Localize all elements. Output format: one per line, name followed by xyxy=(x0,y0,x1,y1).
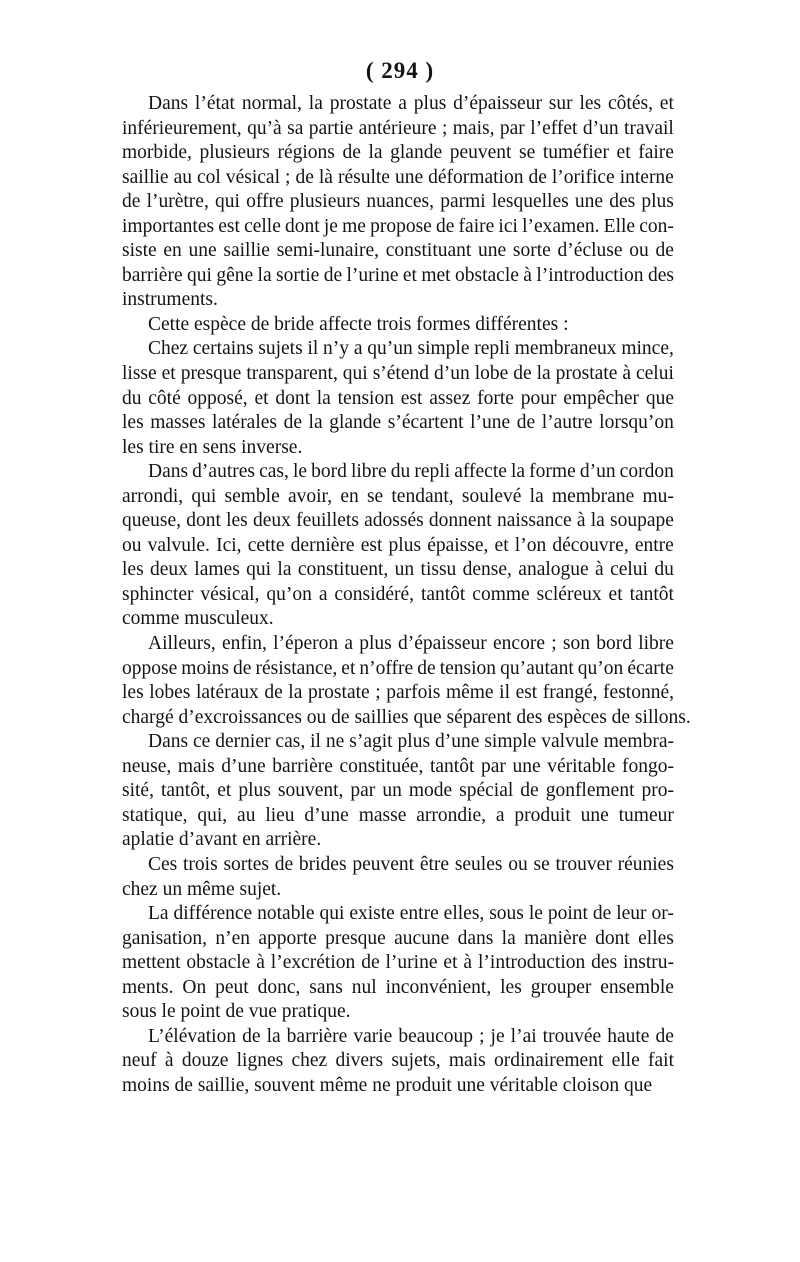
paragraph xyxy=(122,337,674,460)
text-line: L’élévation de la barrière varie beaucoup ; je l’ai trouvée haute de xyxy=(148,1025,674,1047)
text-line: les deux lames qui la constituent, un tissu dense, analogue à celui du xyxy=(122,559,674,581)
text-line: siste en une saillie semi-lunaire, constituant une sorte d’écluse ou de xyxy=(122,240,674,262)
paragraph xyxy=(122,632,691,730)
text-line: sité, tantôt, et plus souvent, par un mode spécial de gonflement pro- xyxy=(122,780,674,802)
text-line: instruments. xyxy=(122,289,218,311)
text-line: Ces trois sortes de brides peuvent être seules ou se trouver réunies xyxy=(148,853,674,875)
text-line: lisse et presque transparent, qui s’étend d’un lobe de la prostate à celui xyxy=(122,363,674,385)
text-line: Chez certains sujets il n’y a qu’un simple repli membraneux mince, xyxy=(148,338,674,360)
text-line: arrondi, qui semble avoir, en se tendant, soulevé la membrane mu- xyxy=(122,485,674,507)
paragraph xyxy=(122,902,674,1025)
text-line: La différence notable qui existe entre elles, sous le point de leur or- xyxy=(148,903,674,925)
text-line: ou valvule. Ici, cette dernière est plus épaisse, et l’on découvre, entre xyxy=(122,534,674,556)
text-line: sphincter vésical, qu’on a considéré, tantôt comme scléreux et tantôt xyxy=(122,583,674,605)
text-line: ganisation, n’en apporte presque aucune dans la manière dont elles xyxy=(122,927,674,949)
text-line: barrière qui gêne la sortie de l’urine et met obstacle à l’introduction des xyxy=(122,264,674,286)
paragraph xyxy=(122,730,674,853)
text-line: saillie au col vésical ; de là résulte une déformation de l’orifice interne xyxy=(122,166,674,188)
text-line: oppose moins de résistance, et n’offre de tension qu’autant qu’on écarte xyxy=(122,657,674,679)
text-line: morbide, plusieurs régions de la glande peuvent se tuméfier et faire xyxy=(122,142,674,164)
text-line: Dans d’autres cas, le bord libre du repli affecte la forme d’un cordon xyxy=(148,461,674,483)
text-line: les tire en sens inverse. xyxy=(122,436,303,458)
text-line: chargé d’excroissances ou de saillies que séparent des espèces de sillons. xyxy=(122,706,691,728)
text-line: queuse, dont les deux feuillets adossés donnent naissance à la soupape xyxy=(122,510,674,532)
text-line: Dans ce dernier cas, il ne s’agit plus d’une simple valvule membra- xyxy=(148,731,674,753)
paragraph xyxy=(122,313,674,338)
paragraph xyxy=(122,1025,674,1099)
text-line: aplatie d’avant en arrière. xyxy=(122,829,322,851)
text-line: importantes est celle dont je me propose de faire ici l’examen. Elle con- xyxy=(122,215,674,237)
paragraph xyxy=(122,92,674,313)
text-line: comme musculeux. xyxy=(122,608,274,630)
text-line: neuf à douze lignes chez divers sujets, mais ordinairement elle fait xyxy=(122,1050,674,1072)
text-line: de l’urètre, qui offre plusieurs nuances, parmi lesquelles une des plus xyxy=(122,191,674,213)
text-line: neuse, mais d’une barrière constituée, tantôt par une véritable fongo- xyxy=(122,755,674,777)
body-text xyxy=(122,92,691,1098)
text-line: les lobes latéraux de la prostate ; parfois même il est frangé, festonné, xyxy=(122,682,674,704)
paragraph xyxy=(122,460,674,632)
text-line: mettent obstacle à l’excrétion de l’urine et à l’introduction des instru- xyxy=(122,952,674,974)
text-line: Dans l’état normal, la prostate a plus d’épaisseur sur les côtés, et xyxy=(148,93,674,114)
text-line: sous le point de vue pratique. xyxy=(122,1001,351,1023)
text-line: moins de saillie, souvent même ne produit une véritable cloison que xyxy=(122,1074,653,1096)
text-line: Ailleurs, enfin, l’éperon a plus d’épaisseur encore ; son bord libre xyxy=(148,633,674,655)
page-number: ( 294 ) xyxy=(365,58,435,83)
text-line: Cette espèce de bride affecte trois formes différentes : xyxy=(148,313,569,335)
text-line: ments. On peut donc, sans nul inconvénient, les grouper ensemble xyxy=(122,976,674,998)
text-line: inférieurement, qu’à sa partie antérieure ; mais, par l’effet d’un travail xyxy=(122,117,674,139)
text-line: statique, qui, au lieu d’une masse arrondie, a produit une tumeur xyxy=(122,804,674,826)
text-line: chez un même sujet. xyxy=(122,878,282,900)
text-line: les masses latérales de la glande s’écartent l’une de l’autre lorsqu’on xyxy=(122,412,674,434)
text-line: du côté opposé, et dont la tension est assez forte pour empêcher que xyxy=(122,387,674,409)
paragraph xyxy=(122,853,674,902)
